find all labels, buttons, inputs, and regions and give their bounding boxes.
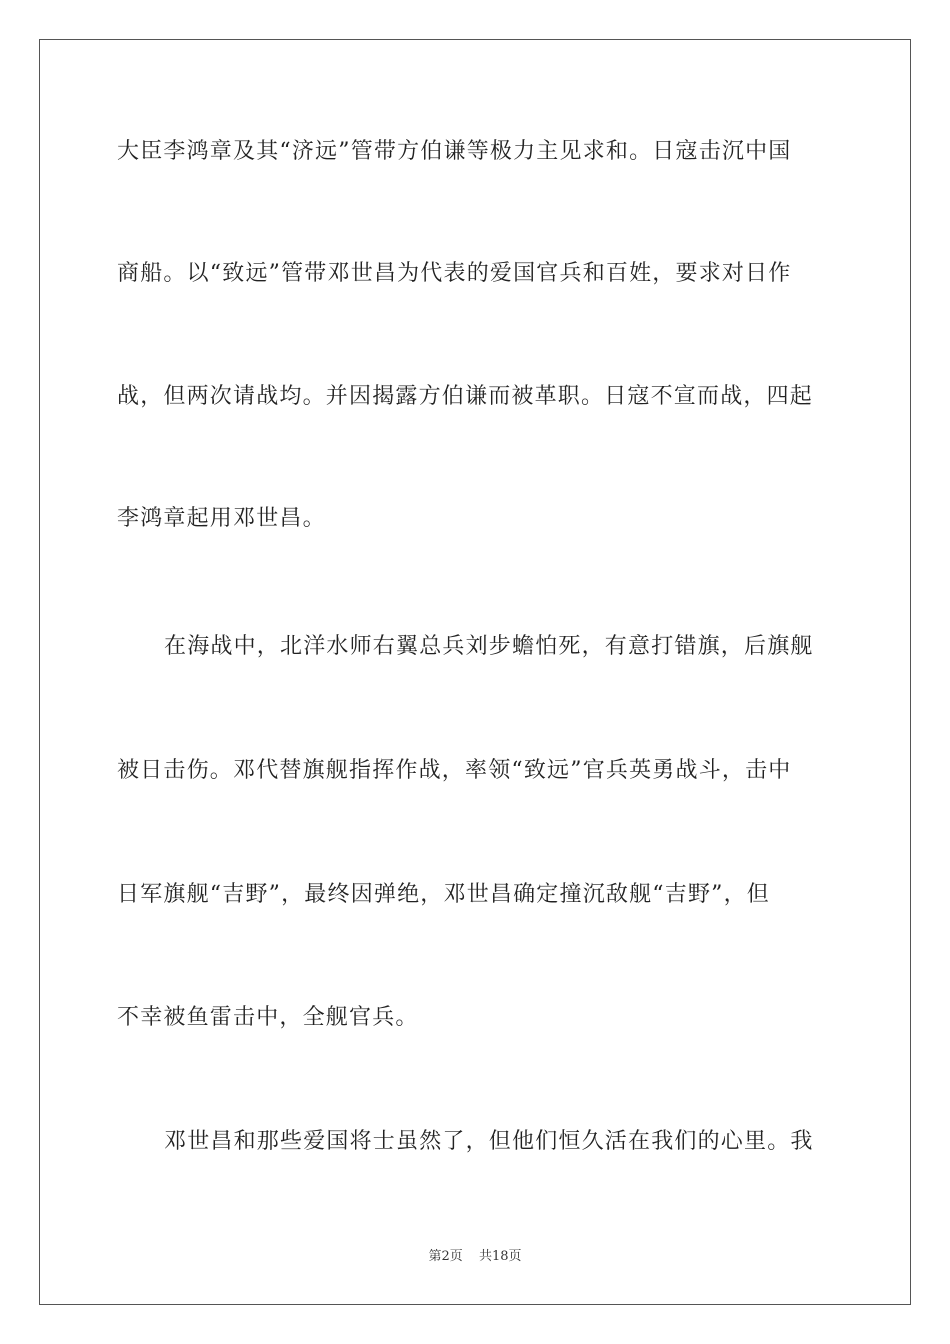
text-line: 李鸿章起用邓世昌。 [117, 506, 326, 531]
page-footer [0, 1248, 950, 1266]
text-line: 战，但两次请战均。并因揭露方伯谦而被革职。日寇不宣而战，四起 [117, 384, 814, 409]
text-line: 大臣李鸿章及其“济远”管带方伯谦等极力主见求和。日寇击沉中国 [117, 139, 792, 164]
page-frame [39, 39, 911, 1305]
text-line: 被日击伤。邓代替旗舰指挥作战，率领“致远”官兵英勇战斗，击中 [117, 758, 792, 783]
page-total: 共18页 [478, 1249, 522, 1264]
text-line: 日军旗舰“吉野”，最终因弹绝，邓世昌确定撞沉敌舰“吉野”，但 [117, 882, 770, 907]
text-line: 不幸被鱼雷击中，全舰官兵。 [117, 1005, 419, 1030]
page-number: 第2页 [428, 1249, 463, 1264]
text-line: 商船。以“致远”管带邓世昌为代表的爱国官兵和百姓，要求对日作 [117, 261, 792, 286]
paragraph-start-line: 在海战中，北洋水师右翼总兵刘步蟾怕死，有意打错旗，后旗舰 [164, 634, 814, 659]
paragraph-start-line: 邓世昌和那些爱国将士虽然了，但他们恒久活在我们的心里。我 [164, 1129, 814, 1154]
